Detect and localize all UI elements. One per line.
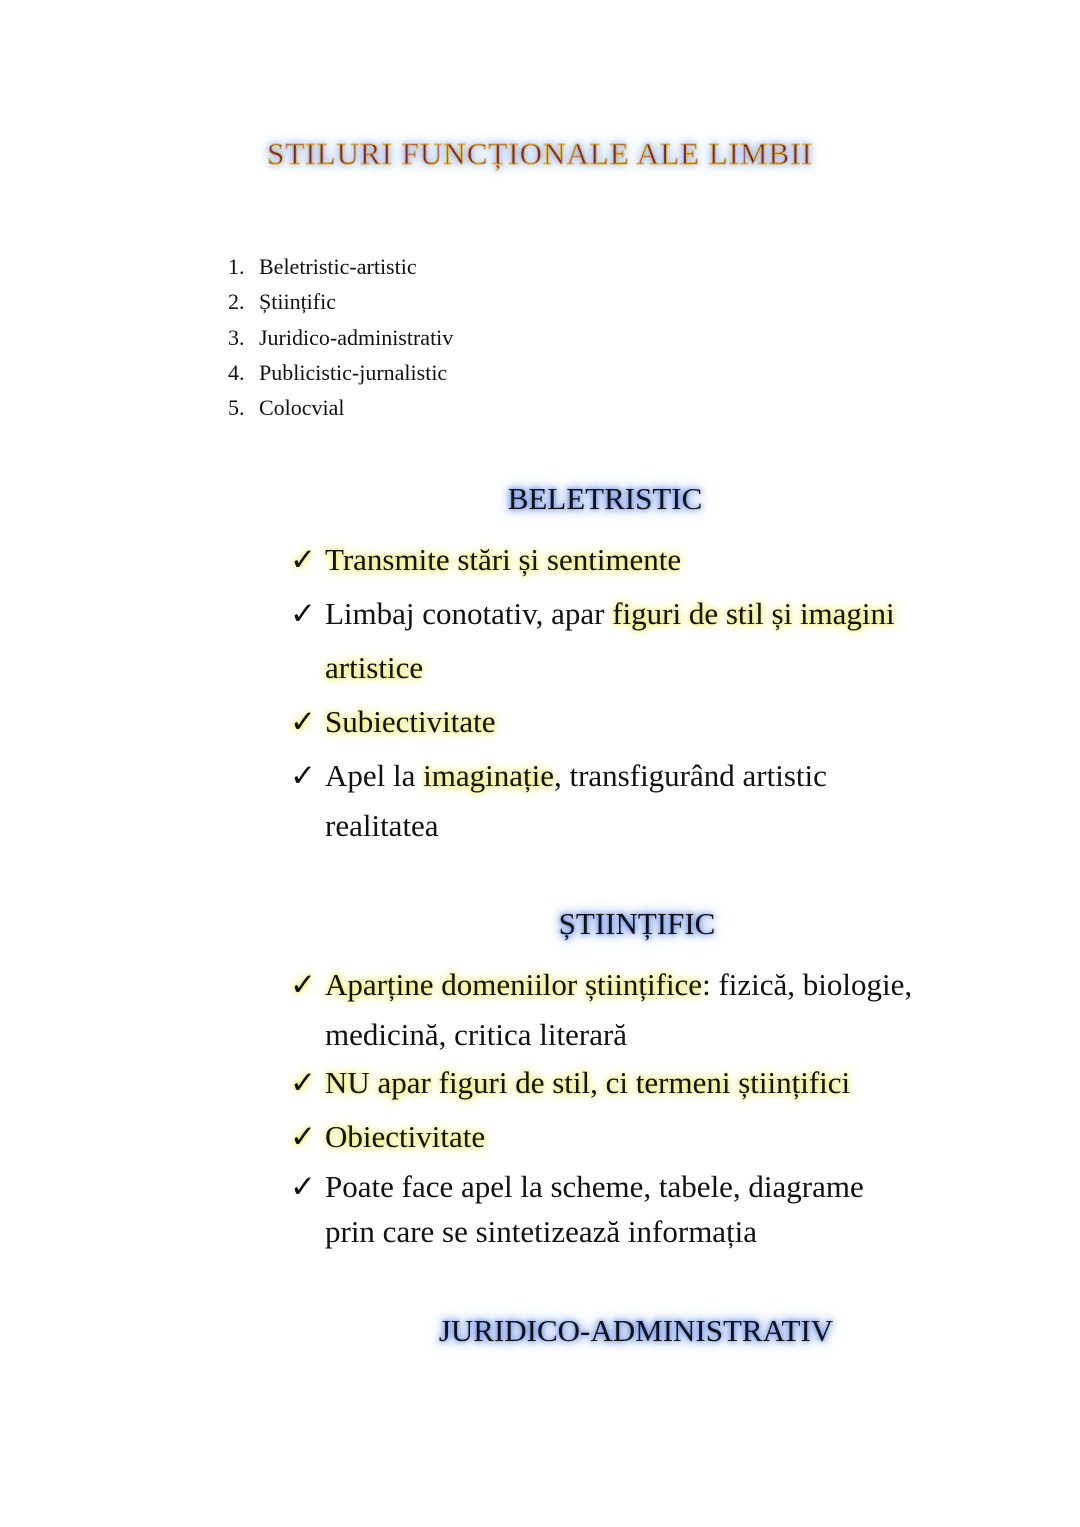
bullet-line [325,1017,627,1053]
list-number: 1. [228,254,245,279]
bullet-line [290,1119,485,1155]
highlighted-text: artistice [325,650,424,685]
bullet-line [290,542,681,578]
text: Poate face apel la scheme, tabele, diagrame [325,1169,864,1204]
bullet-line [325,1214,757,1250]
highlighted-text: Aparține domeniilor științifice [325,967,703,1002]
list-label: Juridico-administrativ [259,324,454,350]
section-heading-juridico: JURIDICO-ADMINISTRATIV [438,1313,834,1348]
checkmark-icon: ✓ [290,758,316,793]
list-label: Științific [259,289,336,315]
text: prin care se sintetizează informația [325,1214,758,1249]
section-heading-beletristic: BELETRISTIC [507,481,703,516]
bullet-line [325,650,423,686]
bullet-line [290,704,495,740]
highlighted-text: Subiectivitate [325,704,496,739]
checkmark-icon: ✓ [290,596,316,631]
text: : fizică, biologie, [702,967,913,1002]
list-number: 5. [228,395,245,421]
checkmark-icon: ✓ [290,1119,316,1154]
bullet-line [290,596,895,632]
document-title: STILURI FUNCȚIONALE ALE LIMBII [267,136,813,171]
list-number: 3. [228,324,245,350]
list-label: Publicistic-jurnalistic [259,359,448,385]
list-item [228,284,453,319]
list-item [228,390,453,425]
checkmark-icon: ✓ [290,967,316,1002]
highlighted-text: figuri de stil și imagini [612,596,895,631]
checkmark-icon: ✓ [290,1065,316,1100]
text: realitatea [325,808,439,843]
highlighted-text: imaginație [423,758,554,793]
text: Apel la [325,758,424,793]
list-item [228,320,453,355]
list-item [228,355,453,390]
highlighted-text: Transmite stări și sentimente [325,542,682,577]
list-number: 2. [228,289,245,315]
text: , transfigurând artistic [553,758,827,793]
checkmark-icon: ✓ [290,1169,316,1204]
text: medicină, critica literară [325,1017,628,1052]
bullet-line [290,1065,850,1101]
section-heading-stiintific: ȘTIINȚIFIC [558,906,716,941]
bullet-line [325,808,439,844]
highlighted-text: Obiectivitate [325,1119,486,1154]
list-label: Colocvial [259,395,345,421]
checkmark-icon: ✓ [290,704,316,739]
list-item [228,249,453,284]
bullet-line [290,758,827,794]
list-number: 4. [228,359,245,385]
styles-list [228,249,453,425]
list-label: Beletristic-artistic [259,254,417,279]
highlighted-text: NU apar figuri de stil, ci termeni științifici [325,1065,851,1100]
bullet-line [290,967,912,1003]
checkmark-icon: ✓ [290,542,316,577]
bullet-line [290,1169,864,1205]
text: Limbaj conotativ, apar [325,596,613,631]
